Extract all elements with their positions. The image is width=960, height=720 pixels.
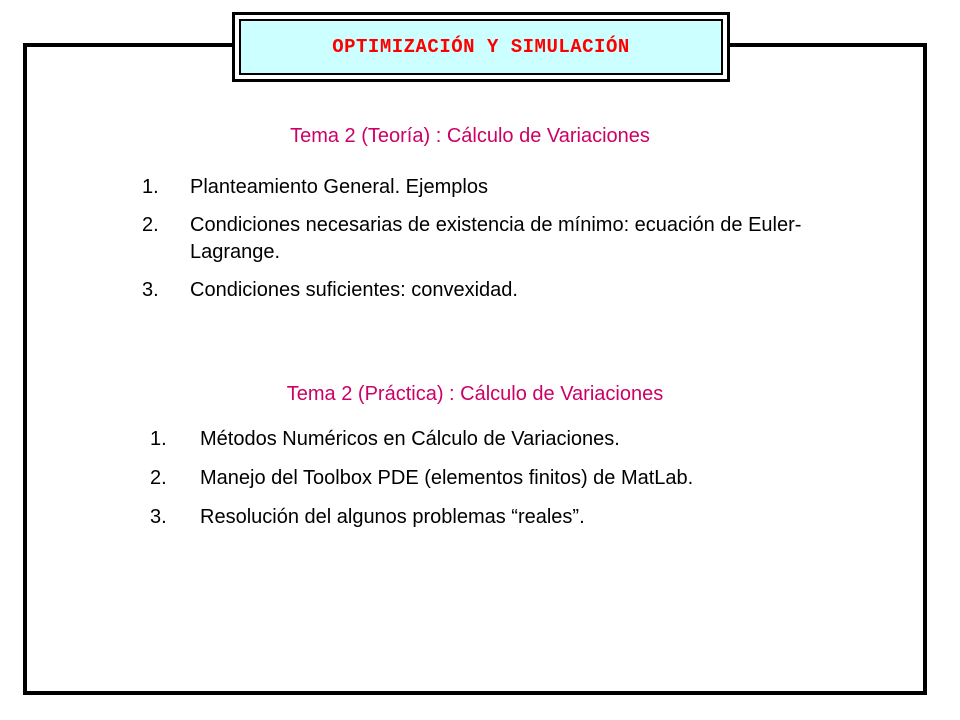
practice-heading: Tema 2 (Práctica) : Cálculo de Variaciones	[286, 383, 664, 405]
item-number: 1.	[150, 428, 167, 450]
list-item	[142, 212, 842, 266]
item-number: 2.	[150, 467, 167, 489]
list-item	[150, 465, 850, 492]
item-number: 2.	[142, 214, 159, 236]
item-text: Condiciones necesarias de existencia de mínimo: ecuación de Euler-Lagrange.	[190, 214, 802, 263]
item-text: Métodos Numéricos en Cálculo de Variaciones.	[200, 428, 620, 450]
item-number: 3.	[150, 506, 167, 528]
theory-heading: Tema 2 (Teoría) : Cálculo de Variaciones	[290, 125, 650, 147]
item-text: Manejo del Toolbox PDE (elementos finitos) de MatLab.	[200, 467, 694, 489]
item-text: Condiciones suficientes: convexidad.	[190, 279, 518, 301]
title-box	[232, 12, 730, 82]
item-number: 1.	[142, 176, 159, 198]
title-inner	[239, 19, 723, 75]
list-item	[150, 426, 850, 453]
practice-list	[150, 426, 850, 543]
slide-title: OPTIMIZACIÓN Y SIMULACIÓN	[332, 36, 630, 58]
item-text: Resolución del algunos problemas “reales”.	[200, 506, 585, 528]
item-text: Planteamiento General. Ejemplos	[190, 176, 488, 198]
theory-list	[142, 174, 842, 315]
list-item	[142, 277, 842, 304]
list-item	[142, 174, 842, 201]
item-number: 3.	[142, 279, 159, 301]
list-item	[150, 504, 850, 531]
